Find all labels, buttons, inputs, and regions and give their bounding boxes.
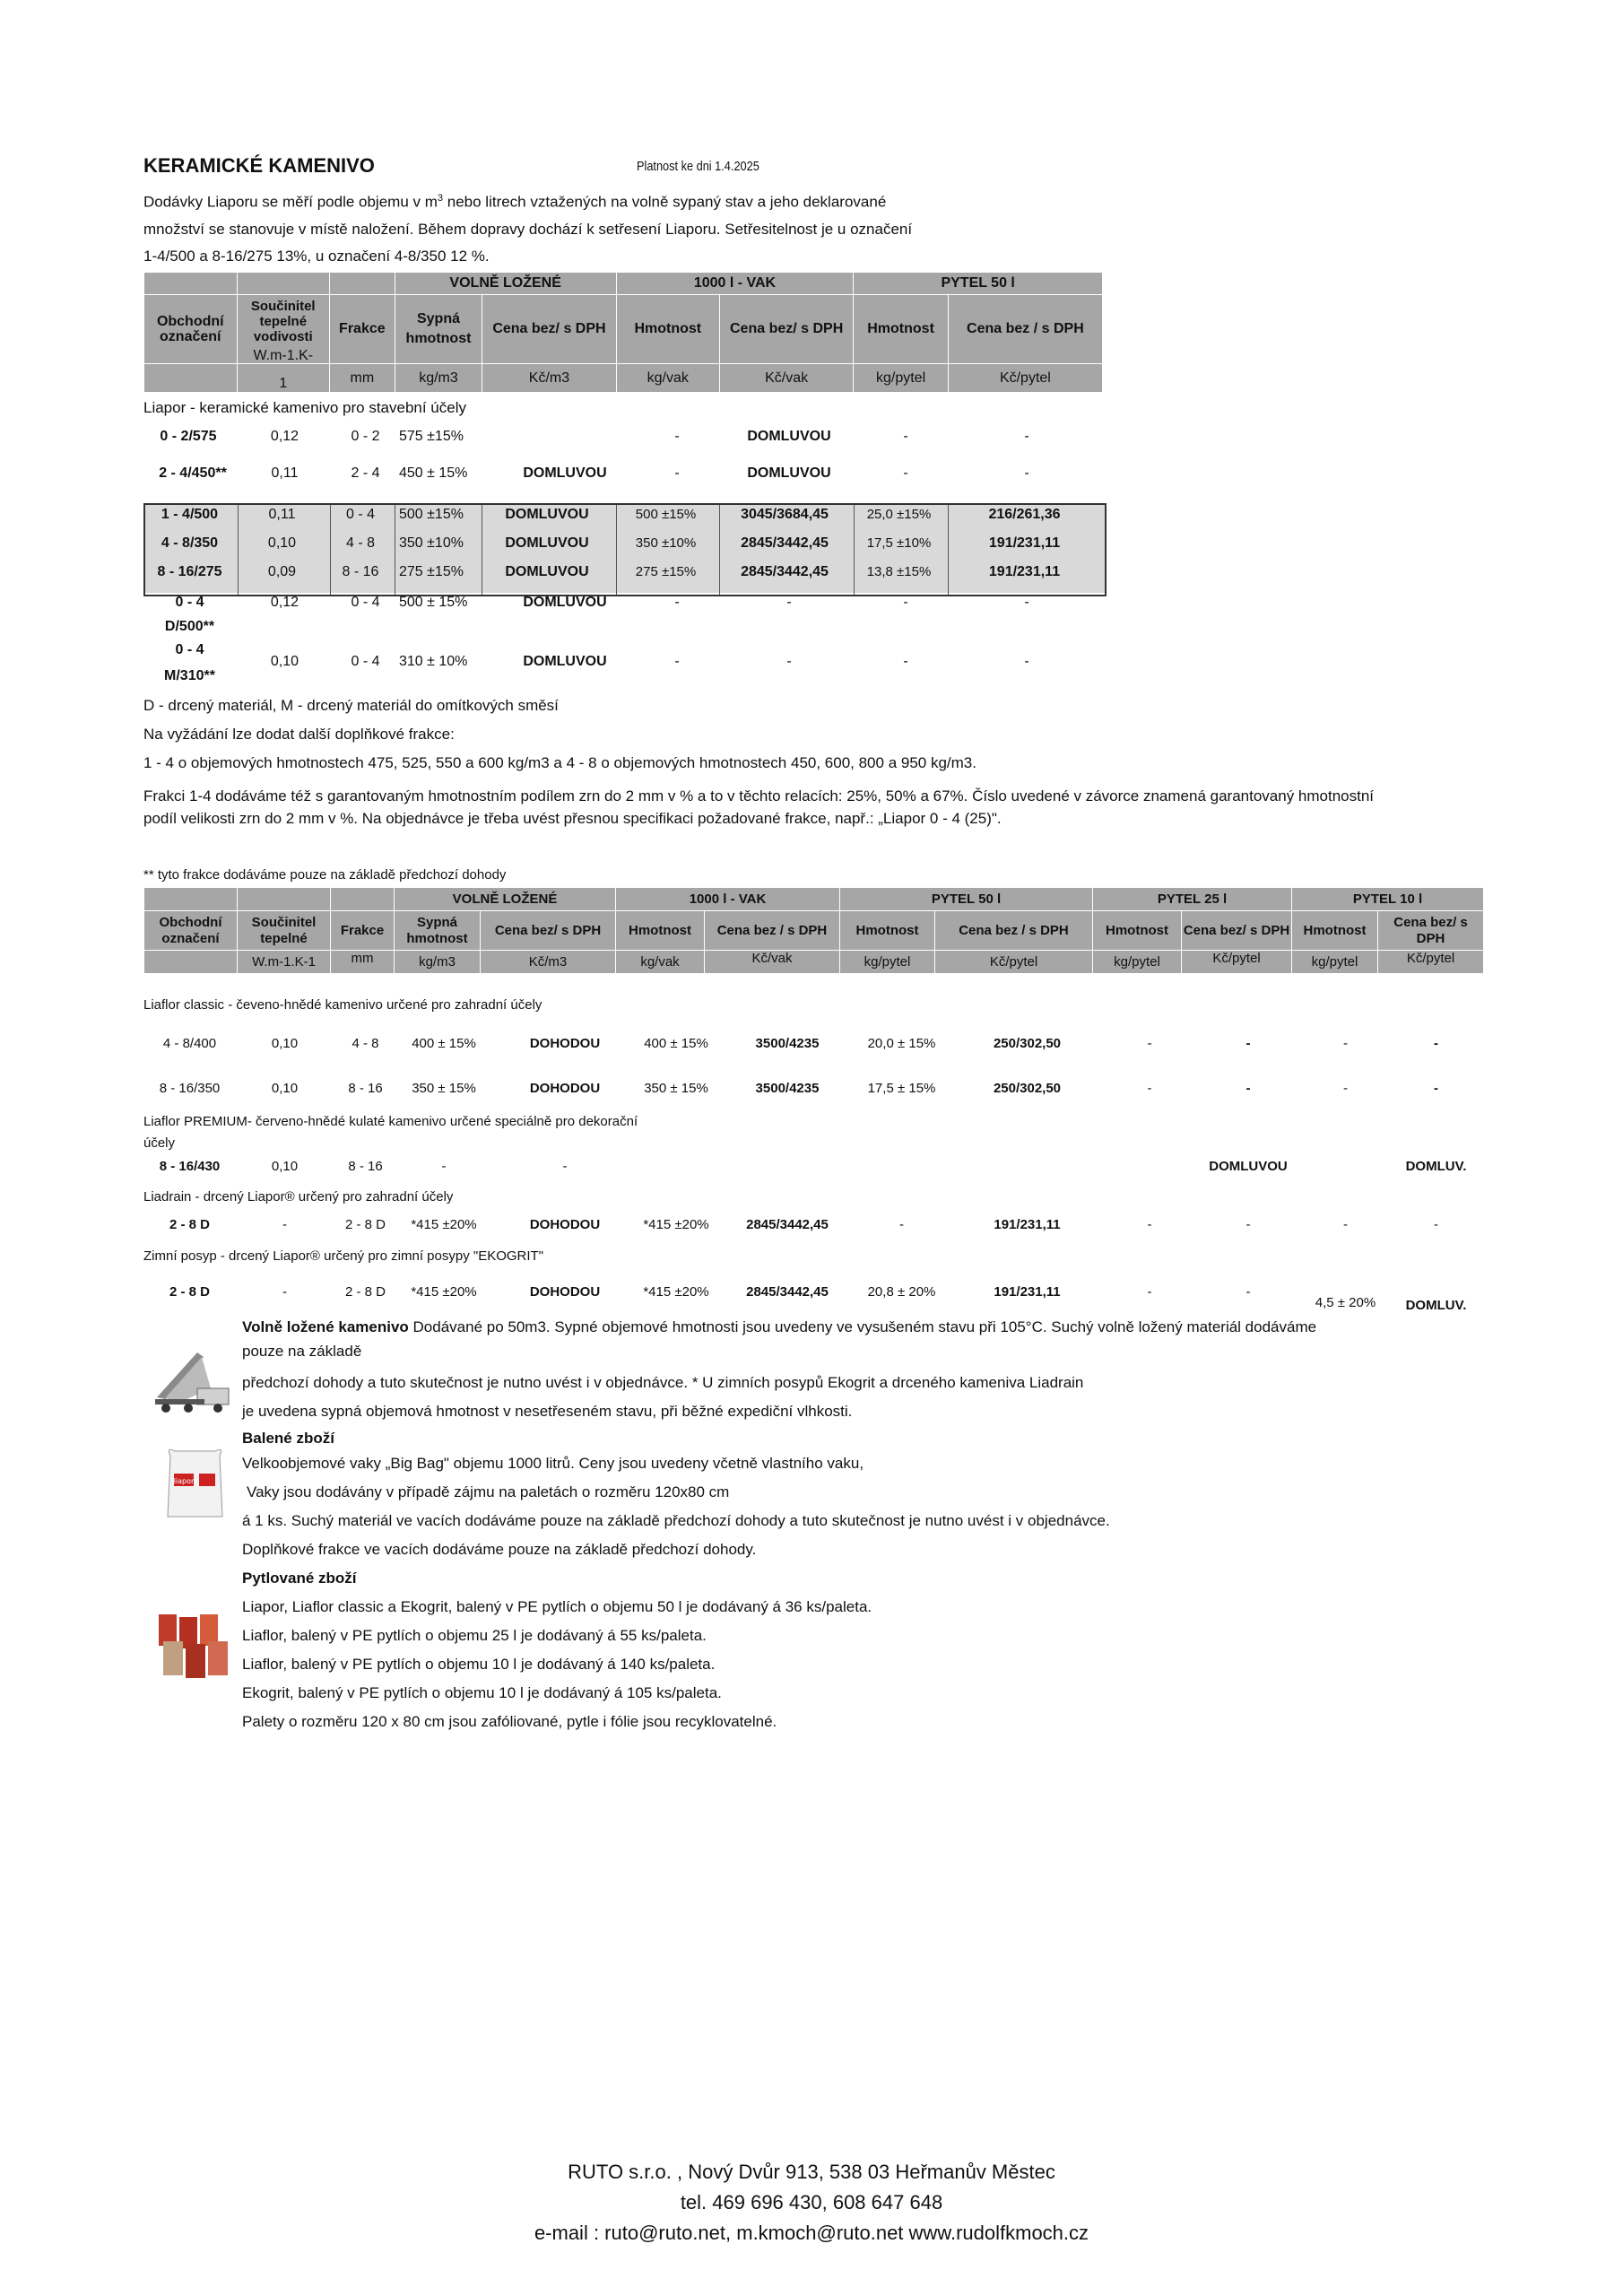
- row-cena-p50: 191/231,11: [994, 1284, 1061, 1300]
- row-oznaceni: 0 - 4: [175, 642, 204, 657]
- t2-col-soucinitel: Součinitel tepelné: [238, 911, 331, 951]
- t1-group-pytel: PYTEL 50 l: [854, 273, 1103, 295]
- row-cena-pytel: -: [1024, 595, 1029, 610]
- row-cena-p25: -: [1245, 1036, 1251, 1051]
- t2-unit-kgpytel50: kg/pytel: [840, 951, 935, 974]
- big-bag-icon: [161, 1447, 229, 1523]
- t1-col-hmotnost1: Hmotnost: [616, 295, 719, 364]
- t1-col-soucinitel: Součinitel tepelné vodivosti: [250, 299, 316, 344]
- row-cena-p25: -: [1245, 1081, 1251, 1096]
- row-cena-p10: -: [1434, 1036, 1438, 1051]
- t2-unit-kgvak: kg/vak: [616, 951, 705, 974]
- row-oznaceni-cont: D/500**: [164, 619, 215, 634]
- row-cena-vak: 3500/4235: [755, 1036, 820, 1051]
- t2-group-pytel25: PYTEL 25 l: [1093, 888, 1292, 911]
- frakci-note: [143, 785, 1399, 830]
- bagged-line-5: Palety o rozměru 120 x 80 cm jsou zafóliované, pytle i fólie jsou recyklovatelné.: [242, 1713, 777, 1730]
- row-cena-p50: 250/302,50: [993, 1081, 1062, 1096]
- t1-group-volne: VOLNĚ LOŽENÉ: [395, 273, 616, 295]
- t1-unit-kcpytel: Kč/pytel: [948, 364, 1102, 393]
- t2-unit-empty: [144, 951, 238, 974]
- row-soucinitel: 0,11: [268, 507, 296, 522]
- bagged-line-4: Ekogrit, balený v PE pytlích o objemu 10 l je dodávaný á 105 ks/paleta.: [242, 1684, 722, 1701]
- row-cena-pytel: -: [1024, 465, 1029, 481]
- row-hmotnost-pytel: 13,8 ±15%: [866, 564, 932, 579]
- row-cena-volne: DOMLUVOU: [523, 595, 607, 610]
- t1-unit-mm: mm: [330, 364, 395, 393]
- row-soucinitel: 0,10: [271, 1036, 299, 1051]
- row-frakce: 8 - 16: [348, 1081, 383, 1096]
- intro-line-2: množství se stanovuje v místě naložení. Během dopravy dochází k setřesení Liaporu. Setřesitelnost je u označení: [143, 220, 913, 238]
- double-star-note: ** tyto frakce dodáváme pouze na základě předchozí dohody: [143, 867, 507, 883]
- t2-unit-kcvak: Kč/vak: [705, 951, 840, 974]
- t1-empty-2: [237, 273, 329, 295]
- row-hmotnost-p10: -: [1343, 1081, 1348, 1096]
- t1-unit-kgm3: kg/m3: [395, 364, 482, 393]
- row-oznaceni-cont: M/310**: [164, 668, 215, 683]
- intro-line-1a: Dodávky Liaporu se měří podle objemu v m: [143, 193, 438, 211]
- superscript: 3: [437, 193, 444, 204]
- t2-group-pytel50: PYTEL 50 l: [840, 888, 1093, 911]
- table2-header: [143, 887, 1484, 974]
- t2-col-cena4: Cena bez/ s DPH: [1182, 911, 1292, 951]
- row-frakce: 2 - 8 D: [344, 1217, 386, 1232]
- t2-empty-3: [331, 888, 395, 911]
- row-cena-p25: DOMLUVOU: [1209, 1159, 1288, 1174]
- packed-title: Balené zboží: [242, 1430, 334, 1447]
- row-sypna: *415 ±20%: [411, 1284, 477, 1300]
- row-hmotnost: -: [674, 595, 680, 610]
- row-sypna: 500 ± 15%: [399, 595, 468, 610]
- t2-unit-kcpytel25: Kč/pytel: [1182, 951, 1292, 974]
- row-oznaceni: 4 - 8/400: [162, 1036, 217, 1051]
- t2-col-sypna: Sypná hmotnost: [395, 911, 481, 951]
- legend-note: D - drcený materiál, M - drcený materiál do omítkových směsí: [143, 697, 559, 714]
- extra-note: Na vyžádání lze dodat další doplňkové frakce:: [143, 726, 455, 743]
- row-hmotnost-p50: 17,5 ± 15%: [867, 1081, 936, 1096]
- bulk-line-1: [242, 1318, 1316, 1336]
- frakci-line-2: podíl velikosti zrn do 2 mm v %. Na objednávce je třeba uvést přesnou specifikaci požadované frakce, např.: „Liapor 0 - 4 (25)".: [143, 810, 1002, 827]
- t1-unit-kcvak: Kč/vak: [719, 364, 853, 393]
- t2-unit-kcm3: Kč/m3: [481, 951, 616, 974]
- row-cena-pytel: 191/231,11: [988, 535, 1061, 551]
- row-oznaceni: 2 - 8 D: [169, 1217, 210, 1232]
- t1-col-cena1: Cena bez/ s DPH: [482, 295, 616, 364]
- row-hmotnost: -: [674, 654, 680, 669]
- row-cena-pytel: -: [1024, 429, 1029, 444]
- row-sypna: -: [441, 1159, 447, 1174]
- t1-unit-kgvak: kg/vak: [616, 364, 719, 393]
- footer-phone: tel. 469 696 430, 608 647 648: [680, 2191, 943, 2213]
- row-cena-volne: DOHODOU: [529, 1284, 601, 1300]
- t2-unit-kcpytel10: Kč/pytel: [1378, 951, 1484, 974]
- t2-group-vak: 1000 l - VAK: [616, 888, 840, 911]
- row-oznaceni: 4 - 8/350: [161, 535, 219, 551]
- packed-line-2: Vaky jsou dodávány v případě zájmu na paletách o rozměru 120x80 cm: [247, 1483, 730, 1500]
- row-hmotnost-vak: *415 ±20%: [643, 1217, 709, 1232]
- row-hmotnost-p10: 4,5 ± 20%: [1315, 1295, 1376, 1310]
- t2-empty-1: [144, 888, 238, 911]
- bags-icon: [154, 1610, 235, 1682]
- t1-empty-3: [330, 273, 395, 295]
- t2-empty-2: [238, 888, 331, 911]
- intro-line-1b: nebo litrech vztažených na volně sypaný stav a jeho deklarované: [447, 193, 887, 211]
- row-sypna: 350 ± 15%: [412, 1081, 476, 1096]
- t2-col-oznaceni: Obchodní označení: [144, 911, 238, 951]
- footer: [0, 2157, 1623, 2248]
- row-hmotnost-pytel: 17,5 ±10%: [866, 535, 932, 551]
- intro-line-3: 1-4/500 a 8-16/275 13%, u označení 4-8/350 12 %.: [143, 247, 490, 265]
- row-oznaceni: 8 - 16/430: [159, 1159, 221, 1174]
- t2-section-label: [143, 1111, 638, 1154]
- t2-unit-kgpytel25: kg/pytel: [1093, 951, 1182, 974]
- row-cena-p50: 191/231,11: [994, 1217, 1061, 1232]
- t1-section-label: Liapor - keramické kamenivo pro stavební účely: [143, 399, 466, 416]
- row-cena-vak: DOMLUVOU: [747, 429, 831, 444]
- row-cena-vak: 2845/3442,45: [741, 535, 829, 551]
- t1-col-oznaceni: Obchodní označení: [144, 295, 238, 364]
- row-hmotnost: -: [674, 465, 680, 481]
- row-cena-volne: -: [562, 1159, 568, 1174]
- row-cena-vak: 2845/3442,45: [741, 564, 829, 579]
- row-hmotnost-vak: *415 ±20%: [643, 1284, 709, 1300]
- packed-line-4: Doplňkové frakce ve vacích dodáváme pouze na základě předchozí dohody.: [242, 1541, 757, 1558]
- t1-col-hmotnost2: Hmotnost: [854, 295, 949, 364]
- row-hmotnost: 350 ±10%: [635, 535, 697, 551]
- row-cena-vak: 2845/3442,45: [746, 1217, 829, 1232]
- row-sypna: 350 ±10%: [399, 535, 464, 551]
- bagged-line-1: Liapor, Liaflor classic a Ekogrit, balený v PE pytlích o objemu 50 l je dodávaný á 36 ks/paleta.: [242, 1598, 872, 1615]
- row-cena-volne: DOHODOU: [529, 1217, 601, 1232]
- row-sypna: 500 ±15%: [399, 507, 464, 522]
- row-hmotnost-p10: -: [1343, 1036, 1348, 1051]
- row-soucinitel: -: [282, 1284, 287, 1300]
- row-hmotnost-p25: -: [1147, 1284, 1152, 1300]
- t2-col-hmotnost3: Hmotnost: [1093, 911, 1182, 951]
- t2-unit-w: W.m-1.K-1: [238, 951, 331, 974]
- row-hmotnost-p10: -: [1343, 1217, 1348, 1232]
- t2-group-pytel10: PYTEL 10 l: [1292, 888, 1484, 911]
- t1-empty-1: [144, 273, 238, 295]
- row-frakce: 8 - 16: [348, 1159, 383, 1174]
- t1-group-vak: 1000 l - VAK: [616, 273, 854, 295]
- row-hmotnost-p25: -: [1147, 1081, 1152, 1096]
- row-cena-p50: 250/302,50: [993, 1036, 1062, 1051]
- t2-col-hmotnost2: Hmotnost: [840, 911, 935, 951]
- t1-unit-kcm3: Kč/m3: [482, 364, 616, 393]
- row-cena-pytel: 191/231,11: [988, 564, 1061, 579]
- row-hmotnost-vak: 400 ± 15%: [644, 1036, 708, 1051]
- t1-col-unit: W.m-1.K-: [253, 348, 314, 363]
- t2-group-volne: VOLNĚ LOŽENÉ: [395, 888, 616, 911]
- row-sypna: *415 ±20%: [411, 1217, 477, 1232]
- t2-unit-kgm3: kg/m3: [395, 951, 481, 974]
- bulk-line-4: je uvedena sypná objemová hmotnost v nesetřeseném stavu, při běžné expediční vlhkosti.: [242, 1403, 853, 1420]
- row-cena-p25: -: [1245, 1217, 1251, 1232]
- row-oznaceni: 8 - 16/350: [159, 1081, 221, 1096]
- row-soucinitel: 0,11: [271, 465, 299, 481]
- row-frakce: 8 - 16: [342, 564, 379, 579]
- row-hmotnost-p25: -: [1147, 1036, 1152, 1051]
- row-cena-vak: 2845/3442,45: [746, 1284, 829, 1300]
- t2-unit-kgpytel10: kg/pytel: [1292, 951, 1378, 974]
- validity-date: Platnost ke dni 1.4.2025: [637, 159, 759, 174]
- row-cena-p25: -: [1245, 1284, 1251, 1300]
- row-hmotnost: 500 ±15%: [635, 507, 697, 522]
- row-sypna: 275 ±15%: [399, 564, 464, 579]
- bagged-title: Pytlované zboží: [242, 1570, 357, 1587]
- row-frakce: 2 - 8 D: [344, 1284, 386, 1300]
- row-hmotnost-pytel: -: [903, 465, 908, 481]
- t2-section-label: Liaflor classic - čeveno-hnědé kamenivo určené pro zahradní účely: [143, 997, 542, 1013]
- row-frakce: 0 - 2: [351, 429, 380, 444]
- row-soucinitel: 0,09: [267, 564, 297, 579]
- row-oznaceni: 0 - 4: [175, 595, 204, 610]
- table1-header: [143, 272, 1103, 393]
- row-cena-vak: DOMLUVOU: [747, 465, 831, 481]
- t2-section-label-1: Liaflor PREMIUM- červeno-hnědé kulaté kamenivo určené speciálně pro dekorační: [143, 1114, 638, 1129]
- row-frakce: 4 - 8: [345, 535, 375, 551]
- packed-line-3: á 1 ks. Suchý materiál ve vacích dodáváme pouze na základě předchozí dohody a tuto skutečnost je nutno uvést i v objednávce.: [242, 1512, 1110, 1529]
- t2-col-frakce: Frakce: [331, 911, 395, 951]
- bulk-line-3: předchozí dohody a tuto skutečnost je nutno uvést i v objednávce. * U zimních posypů Ekogrit a drceného kameniva Liadrain: [242, 1374, 1084, 1391]
- row-soucinitel: 0,12: [270, 429, 299, 444]
- row-cena-volne: DOMLUVOU: [505, 507, 589, 522]
- page-title: KERAMICKÉ KAMENIVO: [143, 154, 375, 177]
- row-hmotnost: 275 ±15%: [635, 564, 697, 579]
- row-sypna: 450 ± 15%: [399, 465, 468, 481]
- row-frakce: 0 - 4: [351, 595, 380, 610]
- row-cena-p10: -: [1434, 1217, 1438, 1232]
- row-sypna: 310 ± 10%: [399, 654, 468, 669]
- bulk-text-1: Dodávané po 50m3. Sypné objemové hmotnosti jsou uvedeny ve vysušeném stavu při 105°C. Suchý volně ložený materiál dodáváme: [412, 1318, 1317, 1335]
- row-oznaceni: 8 - 16/275: [157, 564, 222, 579]
- row-hmotnost-vak: 350 ± 15%: [644, 1081, 708, 1096]
- row-frakce: 0 - 4: [351, 654, 380, 669]
- t1-unit-empty: [144, 364, 238, 393]
- row-hmotnost: -: [674, 429, 680, 444]
- row-hmotnost-p25: -: [1147, 1217, 1152, 1232]
- t1-unit-1: 1: [237, 364, 329, 393]
- t1-col-frakce: Frakce: [330, 295, 395, 364]
- row-cena-volne: DOHODOU: [529, 1036, 601, 1051]
- row-cena-pytel: 216/261,36: [988, 507, 1061, 522]
- row-cena-p10: -: [1434, 1081, 1438, 1096]
- bagged-line-2: Liaflor, balený v PE pytlích o objemu 25 l je dodávaný á 55 ks/paleta.: [242, 1627, 707, 1644]
- row-cena-vak: -: [786, 654, 792, 669]
- row-soucinitel: 0,10: [271, 1081, 299, 1096]
- row-cena-volne: DOMLUVOU: [523, 465, 607, 481]
- row-cena-vak: -: [786, 595, 792, 610]
- t2-unit-kcpytel50: Kč/pytel: [935, 951, 1093, 974]
- row-soucinitel: 0,10: [267, 535, 297, 551]
- footer-email: e-mail : ruto@ruto.net, m.kmoch@ruto.net www.rudolfkmoch.cz: [534, 2222, 1089, 2244]
- row-soucinitel: 0,12: [270, 595, 299, 610]
- row-soucinitel: 0,10: [271, 1159, 299, 1174]
- t1-unit-kgpytel: kg/pytel: [854, 364, 949, 393]
- row-oznaceni: 0 - 2/575: [160, 429, 217, 444]
- row-oznaceni: 2 - 8 D: [169, 1284, 210, 1300]
- truck-icon: [148, 1335, 233, 1420]
- row-oznaceni: 1 - 4/500: [161, 507, 219, 522]
- row-cena-volne: DOHODOU: [529, 1081, 601, 1096]
- row-cena-p10: DOMLUV.: [1405, 1159, 1467, 1174]
- big-bag-logo: liapor: [173, 1477, 195, 1485]
- t1-col-sypna: Sypná hmotnost: [395, 295, 482, 364]
- bagged-line-3: Liaflor, balený v PE pytlích o objemu 10 l je dodávaný á 140 ks/paleta.: [242, 1656, 716, 1673]
- bulk-title: Volně ložené kamenivo: [242, 1318, 409, 1335]
- row-frakce: 2 - 4: [351, 465, 380, 481]
- row-sypna: 400 ± 15%: [412, 1036, 476, 1051]
- packed-line-1: Velkoobjemové vaky „Big Bag" objemu 1000 litrů. Ceny jsou uvedeny včetně vlastního vaku,: [242, 1455, 864, 1472]
- t2-col-cena5: Cena bez/ s DPH: [1378, 911, 1484, 951]
- t2-section-label: Liadrain - drcený Liapor® určený pro zahradní účely: [143, 1189, 454, 1205]
- t2-col-cena1: Cena bez/ s DPH: [481, 911, 616, 951]
- t1-col-cena2: Cena bez/ s DPH: [719, 295, 853, 364]
- row-cena-p10: DOMLUV.: [1405, 1298, 1467, 1313]
- row-cena-vak: 3500/4235: [755, 1081, 820, 1096]
- t2-col-cena3: Cena bez / s DPH: [935, 911, 1093, 951]
- row-cena-pytel: -: [1024, 654, 1029, 669]
- row-cena-volne: DOMLUVOU: [505, 535, 589, 551]
- footer-address: RUTO s.r.o. , Nový Dvůr 913, 538 03 Heřmanův Městec: [568, 2161, 1055, 2183]
- intro-text: [143, 185, 1040, 270]
- frakci-line-1: Frakci 1-4 dodáváme též s garantovaným hmotnostním podílem zrn do 2 mm v % a to v těchto relacích: 25%, 50% a 67%. Číslo uvedené v závorce znamená garantovaný hmotnostní: [143, 787, 1375, 804]
- t2-section-label: Zimní posyp - drcený Liapor® určený pro zimní posypy "EKOGRIT": [143, 1248, 544, 1264]
- bulk-line-2: pouze na základě: [242, 1343, 362, 1360]
- row-soucinitel: -: [282, 1217, 287, 1232]
- row-hmotnost-pytel: -: [903, 429, 908, 444]
- row-hmotnost-p50: -: [899, 1217, 904, 1232]
- t1-col-cena3: Cena bez / s DPH: [948, 295, 1102, 364]
- row-hmotnost-pytel: -: [903, 595, 908, 610]
- t2-col-hmotnost1: Hmotnost: [616, 911, 705, 951]
- t2-col-cena2: Cena bez / s DPH: [705, 911, 840, 951]
- row-soucinitel: 0,10: [270, 654, 299, 669]
- row-cena-volne: DOMLUVOU: [505, 564, 589, 579]
- row-hmotnost-pytel: -: [903, 654, 908, 669]
- t2-section-label-2: účely: [143, 1135, 176, 1151]
- row-oznaceni: 2 - 4/450**: [159, 465, 227, 481]
- fractions-note: 1 - 4 o objemových hmotnostech 475, 525, 550 a 600 kg/m3 a 4 - 8 o objemových hmotnostech 450, 600, 800 a 950 kg/m3.: [143, 754, 976, 771]
- t2-unit-mm: mm: [331, 951, 395, 974]
- row-sypna: 575 ±15%: [399, 429, 464, 444]
- row-hmotnost-p50: 20,8 ± 20%: [867, 1284, 936, 1300]
- row-frakce: 4 - 8: [352, 1036, 379, 1051]
- row-hmotnost-p50: 20,0 ± 15%: [867, 1036, 936, 1051]
- row-hmotnost-pytel: 25,0 ±15%: [866, 507, 932, 522]
- row-cena-vak: 3045/3684,45: [741, 507, 829, 522]
- t2-col-hmotnost4: Hmotnost: [1292, 911, 1378, 951]
- row-cena-volne: DOMLUVOU: [523, 654, 607, 669]
- row-frakce: 0 - 4: [345, 507, 375, 522]
